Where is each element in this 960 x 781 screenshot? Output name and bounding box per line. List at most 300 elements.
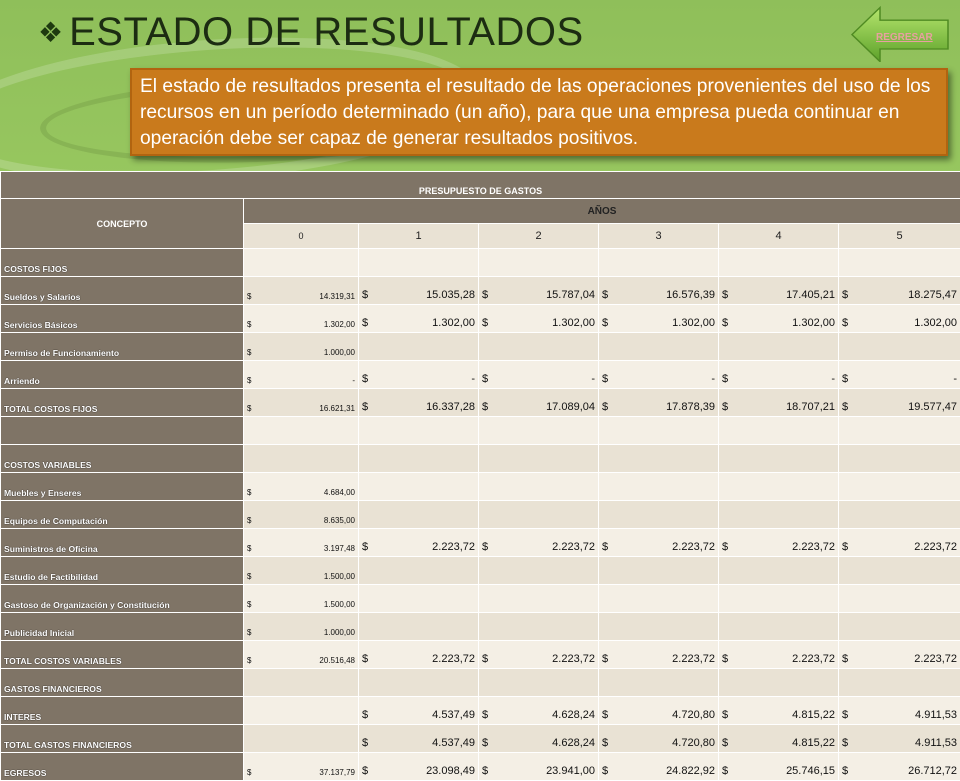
currency-symbol: $ — [247, 348, 251, 357]
value-cell — [719, 613, 839, 641]
amount: - — [831, 373, 835, 385]
currency-symbol: $ — [722, 541, 728, 553]
money-value — [842, 709, 957, 721]
money-value — [247, 768, 355, 777]
table-row — [1, 333, 960, 361]
amount: 20.516,48 — [319, 656, 355, 665]
currency-symbol: $ — [842, 373, 848, 385]
currency-symbol: $ — [482, 765, 488, 777]
amount: 4.537,49 — [432, 737, 475, 749]
value-cell — [719, 585, 839, 613]
currency-symbol: $ — [722, 709, 728, 721]
amount: 17.878,39 — [666, 401, 715, 413]
value-cell — [719, 557, 839, 585]
amount: - — [591, 373, 595, 385]
value-cell — [719, 333, 839, 361]
diamond-bullet-icon: ❖ — [38, 19, 63, 47]
currency-symbol: $ — [247, 656, 251, 665]
currency-symbol: $ — [247, 768, 251, 777]
table-caption: PRESUPUESTO DE GASTOS — [1, 172, 960, 199]
value-cell — [839, 697, 960, 725]
money-value — [482, 317, 595, 329]
currency-symbol: $ — [602, 289, 608, 301]
amount: 2.223,72 — [792, 541, 835, 553]
currency-symbol: $ — [247, 376, 251, 385]
row-label: Arriendo — [1, 361, 244, 389]
money-value — [247, 320, 355, 329]
amount: 14.319,31 — [319, 292, 355, 301]
currency-symbol: $ — [842, 737, 848, 749]
year-cell: 3 — [599, 224, 719, 249]
amount: 25.746,15 — [786, 765, 835, 777]
amount: 17.089,04 — [546, 401, 595, 413]
currency-symbol: $ — [722, 653, 728, 665]
amount: 1.500,00 — [324, 572, 355, 581]
amount: 1.000,00 — [324, 628, 355, 637]
year-cell: 4 — [719, 224, 839, 249]
currency-symbol: $ — [247, 572, 251, 581]
amount: 2.223,72 — [432, 541, 475, 553]
years-header: AÑOS — [244, 199, 960, 224]
money-value — [842, 737, 957, 749]
concept-header: CONCEPTO — [1, 199, 244, 249]
money-value — [602, 709, 715, 721]
value-cell — [479, 641, 599, 669]
money-value — [602, 373, 715, 385]
money-value — [247, 516, 355, 525]
currency-symbol: $ — [362, 289, 368, 301]
row-label: TOTAL COSTOS FIJOS — [1, 389, 244, 417]
year-cell: 5 — [839, 224, 960, 249]
currency-symbol: $ — [842, 401, 848, 413]
currency-symbol: $ — [247, 628, 251, 637]
value-cell — [839, 753, 960, 781]
currency-symbol: $ — [602, 737, 608, 749]
value-cell — [244, 473, 359, 501]
value-cell — [359, 361, 479, 389]
money-value — [722, 373, 835, 385]
currency-symbol: $ — [362, 765, 368, 777]
amount: 2.223,72 — [672, 653, 715, 665]
amount: - — [953, 373, 957, 385]
money-value — [362, 653, 475, 665]
money-value — [842, 373, 957, 385]
currency-symbol: $ — [602, 401, 608, 413]
amount: 2.223,72 — [914, 541, 957, 553]
amount: - — [352, 376, 355, 385]
value-cell — [839, 669, 960, 697]
currency-symbol: $ — [247, 544, 251, 553]
row-label — [1, 417, 244, 445]
value-cell — [599, 305, 719, 333]
value-cell — [479, 305, 599, 333]
value-cell — [599, 753, 719, 781]
value-cell — [599, 361, 719, 389]
money-value — [722, 737, 835, 749]
money-value — [722, 401, 835, 413]
amount: 15.787,04 — [546, 289, 595, 301]
expenses-budget-table — [0, 171, 960, 781]
value-cell — [479, 725, 599, 753]
value-cell — [839, 389, 960, 417]
money-value — [722, 317, 835, 329]
amount: 1.302,00 — [324, 320, 355, 329]
amount: - — [711, 373, 715, 385]
value-cell — [719, 389, 839, 417]
money-value — [247, 404, 355, 413]
currency-symbol: $ — [842, 765, 848, 777]
value-cell — [479, 697, 599, 725]
table-row — [1, 249, 960, 277]
year-cell: 0 — [244, 224, 359, 249]
value-cell — [244, 753, 359, 781]
currency-symbol: $ — [247, 404, 251, 413]
row-label: Permiso de Funcionamiento — [1, 333, 244, 361]
value-cell — [244, 641, 359, 669]
table-row — [1, 305, 960, 333]
value-cell — [479, 613, 599, 641]
money-value — [482, 653, 595, 665]
amount: 4.628,24 — [552, 709, 595, 721]
money-value — [842, 765, 957, 777]
value-cell — [479, 361, 599, 389]
currency-symbol: $ — [247, 292, 251, 301]
money-value — [602, 541, 715, 553]
amount: 18.707,21 — [786, 401, 835, 413]
currency-symbol: $ — [722, 765, 728, 777]
value-cell — [599, 277, 719, 305]
money-value — [482, 765, 595, 777]
value-cell — [244, 697, 359, 725]
description-callout: El estado de resultados presenta el resultado de las operaciones provenientes del uso de los recursos en un período determinado (un año), para que una empresa pueda continuar en operación debe ser capaz de generar resultados positivos. — [130, 68, 948, 156]
value-cell — [599, 613, 719, 641]
money-value — [842, 653, 957, 665]
table-caption-row — [1, 172, 960, 199]
money-value — [362, 765, 475, 777]
row-label: Estudio de Factibilidad — [1, 557, 244, 585]
amount: 2.223,72 — [672, 541, 715, 553]
value-cell — [599, 669, 719, 697]
title-bar — [38, 10, 584, 55]
amount: 4.911,53 — [915, 737, 957, 749]
value-cell — [719, 529, 839, 557]
value-cell — [359, 333, 479, 361]
amount: 1.000,00 — [324, 348, 355, 357]
value-cell — [719, 249, 839, 277]
value-cell — [244, 669, 359, 697]
money-value — [247, 572, 355, 581]
currency-symbol: $ — [362, 653, 368, 665]
amount: 37.137,79 — [319, 768, 355, 777]
currency-symbol: $ — [722, 289, 728, 301]
table-row — [1, 389, 960, 417]
currency-symbol: $ — [842, 289, 848, 301]
amount: 1.302,00 — [672, 317, 715, 329]
money-value — [362, 401, 475, 413]
value-cell — [839, 361, 960, 389]
value-cell — [359, 445, 479, 473]
money-value — [482, 289, 595, 301]
year-cell: 1 — [359, 224, 479, 249]
currency-symbol: $ — [842, 541, 848, 553]
value-cell — [599, 333, 719, 361]
money-value — [247, 600, 355, 609]
amount: 1.302,00 — [432, 317, 475, 329]
currency-symbol: $ — [482, 373, 488, 385]
amount: 8.635,00 — [324, 516, 355, 525]
row-label: Equipos de Computación — [1, 501, 244, 529]
table-row — [1, 585, 960, 613]
value-cell — [719, 725, 839, 753]
value-cell — [479, 389, 599, 417]
value-cell — [839, 613, 960, 641]
value-cell — [719, 445, 839, 473]
value-cell — [719, 641, 839, 669]
currency-symbol: $ — [722, 401, 728, 413]
value-cell — [479, 529, 599, 557]
value-cell — [599, 585, 719, 613]
currency-symbol: $ — [482, 541, 488, 553]
table-row — [1, 417, 960, 445]
value-cell — [359, 613, 479, 641]
value-cell — [719, 305, 839, 333]
table-row — [1, 473, 960, 501]
currency-symbol: $ — [602, 373, 608, 385]
amount: 16.621,31 — [319, 404, 355, 413]
value-cell — [359, 501, 479, 529]
amount: 23.098,49 — [426, 765, 475, 777]
value-cell — [479, 417, 599, 445]
money-value — [842, 317, 957, 329]
value-cell — [599, 417, 719, 445]
money-value — [362, 317, 475, 329]
value-cell — [244, 277, 359, 305]
value-cell — [244, 333, 359, 361]
table-row — [1, 641, 960, 669]
row-label: Publicidad Inicial — [1, 613, 244, 641]
table-row — [1, 557, 960, 585]
currency-symbol: $ — [362, 373, 368, 385]
row-label: Suministros de Oficina — [1, 529, 244, 557]
value-cell — [479, 249, 599, 277]
value-cell — [839, 585, 960, 613]
currency-symbol: $ — [842, 317, 848, 329]
value-cell — [839, 417, 960, 445]
value-cell — [599, 697, 719, 725]
money-value — [842, 401, 957, 413]
row-label: TOTAL COSTOS VARIABLES — [1, 641, 244, 669]
money-value — [842, 289, 957, 301]
money-value — [362, 737, 475, 749]
amount: 15.035,28 — [426, 289, 475, 301]
money-value — [602, 765, 715, 777]
value-cell — [244, 305, 359, 333]
amount: 17.405,21 — [786, 289, 835, 301]
money-value — [247, 292, 355, 301]
currency-symbol: $ — [482, 317, 488, 329]
back-button[interactable] — [850, 4, 950, 62]
value-cell — [359, 725, 479, 753]
value-cell — [359, 389, 479, 417]
row-label: TOTAL GASTOS FINANCIEROS — [1, 725, 244, 753]
value-cell — [479, 473, 599, 501]
currency-symbol: $ — [362, 709, 368, 721]
value-cell — [244, 557, 359, 585]
value-cell — [244, 249, 359, 277]
amount: 1.302,00 — [914, 317, 957, 329]
value-cell — [479, 557, 599, 585]
value-cell — [719, 697, 839, 725]
money-value — [602, 737, 715, 749]
value-cell — [599, 725, 719, 753]
money-value — [247, 656, 355, 665]
value-cell — [359, 249, 479, 277]
currency-symbol: $ — [602, 653, 608, 665]
money-value — [362, 373, 475, 385]
value-cell — [359, 277, 479, 305]
money-value — [482, 709, 595, 721]
amount: 1.500,00 — [324, 600, 355, 609]
currency-symbol: $ — [362, 737, 368, 749]
money-value — [247, 348, 355, 357]
value-cell — [244, 445, 359, 473]
amount: 4.720,80 — [672, 737, 715, 749]
amount: 2.223,72 — [552, 653, 595, 665]
value-cell — [244, 501, 359, 529]
value-cell — [244, 361, 359, 389]
table-row — [1, 501, 960, 529]
value-cell — [839, 501, 960, 529]
value-cell — [839, 641, 960, 669]
page-title: ESTADO DE RESULTADOS — [69, 10, 584, 55]
value-cell — [359, 557, 479, 585]
money-value — [842, 541, 957, 553]
table-row — [1, 725, 960, 753]
amount: 16.576,39 — [666, 289, 715, 301]
value-cell — [359, 305, 479, 333]
currency-symbol: $ — [482, 709, 488, 721]
money-value — [482, 541, 595, 553]
amount: 4.684,00 — [324, 488, 355, 497]
currency-symbol: $ — [247, 600, 251, 609]
money-value — [482, 737, 595, 749]
amount: 16.337,28 — [426, 401, 475, 413]
value-cell — [359, 753, 479, 781]
currency-symbol: $ — [247, 488, 251, 497]
amount: 4.815,22 — [792, 709, 835, 721]
value-cell — [359, 697, 479, 725]
expenses-table-container — [0, 171, 960, 781]
money-value — [247, 628, 355, 637]
currency-symbol: $ — [602, 709, 608, 721]
currency-symbol: $ — [722, 317, 728, 329]
value-cell — [479, 277, 599, 305]
money-value — [722, 765, 835, 777]
money-value — [602, 653, 715, 665]
year-cell: 2 — [479, 224, 599, 249]
value-cell — [719, 669, 839, 697]
currency-symbol: $ — [602, 765, 608, 777]
amount: 2.223,72 — [914, 653, 957, 665]
currency-symbol: $ — [362, 401, 368, 413]
value-cell — [599, 389, 719, 417]
amount: 4.537,49 — [432, 709, 475, 721]
value-cell — [599, 529, 719, 557]
money-value — [602, 289, 715, 301]
value-cell — [599, 473, 719, 501]
currency-symbol: $ — [842, 653, 848, 665]
currency-symbol: $ — [482, 653, 488, 665]
value-cell — [599, 501, 719, 529]
value-cell — [359, 669, 479, 697]
amount: 24.822,92 — [666, 765, 715, 777]
amount: 2.223,72 — [432, 653, 475, 665]
currency-symbol: $ — [362, 541, 368, 553]
currency-symbol: $ — [722, 737, 728, 749]
value-cell — [599, 557, 719, 585]
value-cell — [244, 585, 359, 613]
currency-symbol: $ — [482, 289, 488, 301]
table-row — [1, 669, 960, 697]
table-row — [1, 361, 960, 389]
value-cell — [359, 529, 479, 557]
value-cell — [479, 585, 599, 613]
value-cell — [839, 445, 960, 473]
currency-symbol: $ — [602, 317, 608, 329]
value-cell — [839, 529, 960, 557]
row-label: Servicios Básicos — [1, 305, 244, 333]
money-value — [362, 541, 475, 553]
value-cell — [244, 529, 359, 557]
currency-symbol: $ — [482, 401, 488, 413]
currency-symbol: $ — [602, 541, 608, 553]
money-value — [722, 709, 835, 721]
value-cell — [359, 585, 479, 613]
value-cell — [839, 305, 960, 333]
row-label: COSTOS FIJOS — [1, 249, 244, 277]
amount: 18.275,47 — [908, 289, 957, 301]
value-cell — [719, 361, 839, 389]
amount: 2.223,72 — [792, 653, 835, 665]
amount: 19.577,47 — [908, 401, 957, 413]
value-cell — [839, 249, 960, 277]
value-cell — [719, 277, 839, 305]
value-cell — [244, 389, 359, 417]
money-value — [602, 401, 715, 413]
value-cell — [359, 641, 479, 669]
row-label: INTERES — [1, 697, 244, 725]
value-cell — [719, 501, 839, 529]
value-cell — [599, 445, 719, 473]
value-cell — [244, 613, 359, 641]
value-cell — [839, 277, 960, 305]
row-label: COSTOS VARIABLES — [1, 445, 244, 473]
value-cell — [719, 417, 839, 445]
currency-symbol: $ — [247, 516, 251, 525]
value-cell — [719, 753, 839, 781]
value-cell — [479, 669, 599, 697]
amount: 26.712,72 — [908, 765, 957, 777]
money-value — [722, 541, 835, 553]
table-row — [1, 529, 960, 557]
currency-symbol: $ — [362, 317, 368, 329]
amount: 4.720,80 — [672, 709, 715, 721]
value-cell — [479, 753, 599, 781]
amount: 4.911,53 — [915, 709, 957, 721]
money-value — [722, 289, 835, 301]
table-row — [1, 277, 960, 305]
back-button-label: REGRESAR — [876, 32, 933, 43]
